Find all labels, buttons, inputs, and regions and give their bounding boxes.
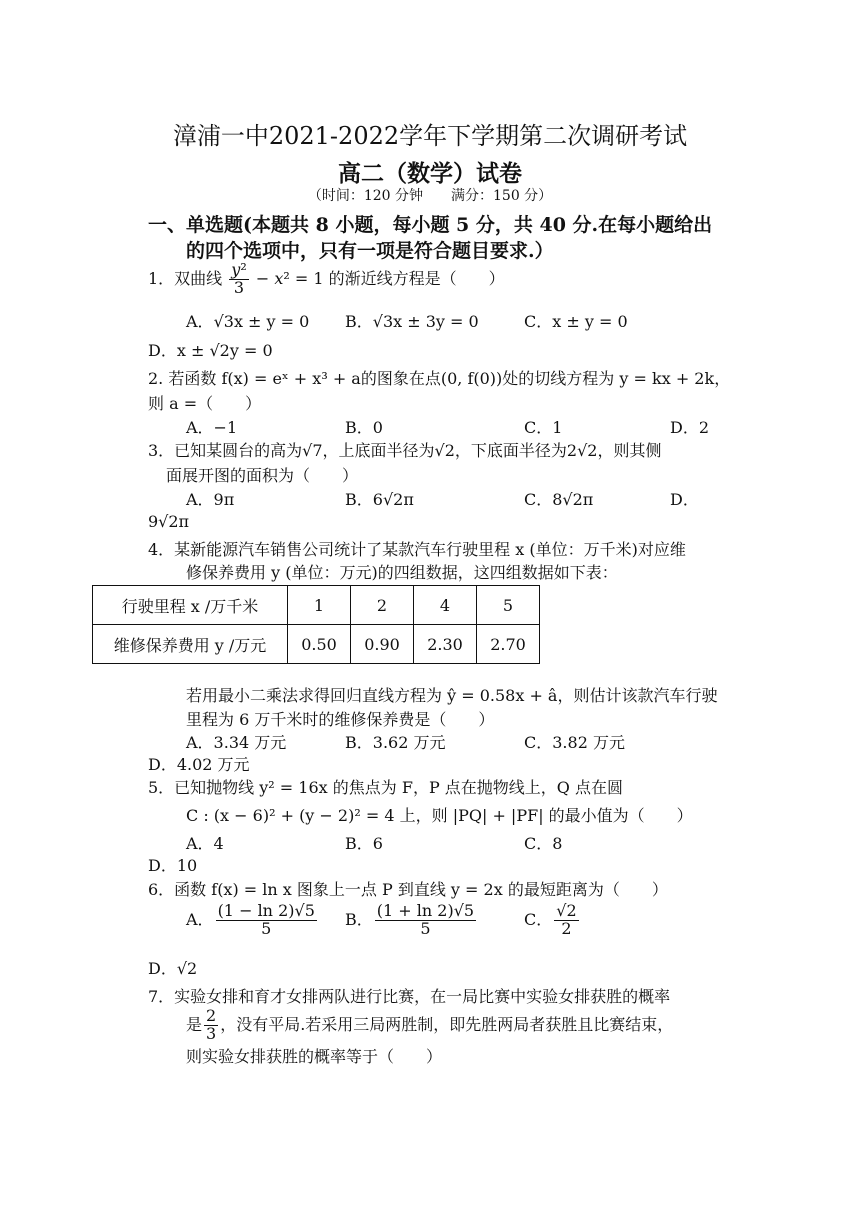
q4-after-line1: 若用最小二乘法求得回归直线方程为 ŷ = 0.58x + â，则估计该款汽车行驶 <box>186 686 718 705</box>
q4-option-a: A．3.34 万元 <box>186 733 287 752</box>
q6-option-a: A． $\frac{(1 - \ln 2)√5}{5}$ <box>186 901 315 938</box>
section-title-line1: 一、单选题(本题共 8 小题，每小题 5 分，共 40 分.在每小题给出 <box>148 214 713 236</box>
question-3-stem-line1: 3．已知某圆台的高为√7，上底面半径为√2，下底面半径为2√2，则其侧 <box>148 441 662 460</box>
table-cell: 2.70 <box>477 625 540 664</box>
table-cell: 4 <box>414 586 477 625</box>
table-row-header: 维修保养费用 y /万元 <box>93 625 288 664</box>
q4-after-line2: 里程为 6 万千米时的维修保养费是（ ） <box>186 710 495 729</box>
school-title: 漳浦一中2021-2022学年下学期第二次调研考试 <box>172 122 688 150</box>
question-6-stem: 6．函数 f(x) = ln x 图象上一点 P 到直线 y = 2x 的最短距离为（ ） <box>148 880 668 899</box>
question-7-stem-line3: 则实验女排获胜的概率等于（ ） <box>186 1047 443 1066</box>
question-3-stem-line2: 面展开图的面积为（ ） <box>166 466 359 485</box>
q1-fraction: $\frac{\text{y²}}{3}$ <box>231 260 247 297</box>
q1-option-c: C．x ± y = 0 <box>524 312 628 331</box>
question-2-stem: 2. 若函数 f(x) = eˣ + x³ + a的图象在点(0, f(0))处的切线方程为 y = kx + 2k， <box>148 369 731 388</box>
q4-option-c: C．3.82 万元 <box>524 733 625 752</box>
q2-option-c: C．1 <box>524 418 563 437</box>
question-1-stem <box>148 262 505 297</box>
table-cell: 0.50 <box>288 625 351 664</box>
data-table <box>92 585 540 664</box>
section-title-line2: 的四个选项中，只有一项是符合题目要求.） <box>186 240 554 262</box>
table-cell: 1 <box>288 586 351 625</box>
table-row <box>93 625 540 664</box>
q3-option-a: A．9π <box>186 490 235 509</box>
q1-option-a: A．√3x ± y = 0 <box>186 312 310 331</box>
table-cell: 2.30 <box>414 625 477 664</box>
q6-option-c: C． $\frac{√2}{2}$ <box>524 901 577 938</box>
q5-option-b: B．6 <box>345 834 383 853</box>
q3-option-d-label: D． <box>670 490 699 509</box>
paper-title: 高二（数学）试卷 <box>338 160 522 187</box>
table-cell: 2 <box>351 586 414 625</box>
question-7-stem-line2: 是 $\frac{2}{3}$ ，没有平局.若采用三局两胜制，即先胜两局者获胜且比赛结束， <box>186 1006 674 1043</box>
q3-option-b: B．6√2π <box>345 490 414 509</box>
q2-option-d: D．2 <box>670 418 710 437</box>
q5-option-a: A．4 <box>186 834 224 853</box>
q2-option-a: A．−1 <box>186 418 238 437</box>
q3-option-c: C．8√2π <box>524 490 594 509</box>
q6-option-d: D．√2 <box>148 959 198 978</box>
question-4-stem-line2: 修保养费用 y (单位：万元)的四组数据，这四组数据如下表： <box>186 563 618 582</box>
q5-option-d: D．10 <box>148 856 198 875</box>
question-4-stem-line1: 4．某新能源汽车销售公司统计了某款汽车行驶里程 x (单位：万千米)对应维 <box>148 540 686 559</box>
q1-lead: 1．双曲线 <box>148 268 223 288</box>
table-row-header: 行驶里程 x /万千米 <box>93 586 288 625</box>
question-5-stem-line2: C : (x − 6)² + (y − 2)² = 4 上，则 |PQ| + |PF| 的最小值为（ ） <box>186 806 693 825</box>
q3-option-d: 9√2π <box>148 512 190 531</box>
table-row <box>93 586 540 625</box>
q1-option-b: B．√3x ± 3y = 0 <box>345 312 479 331</box>
q2-line2: 则 a =（ ） <box>148 394 262 413</box>
q5-option-c: C．8 <box>524 834 563 853</box>
time-info: （时间：120 分钟 满分：150 分） <box>307 188 553 204</box>
table-cell: 0.90 <box>351 625 414 664</box>
q4-option-b: B．3.62 万元 <box>345 733 446 752</box>
table-cell: 5 <box>477 586 540 625</box>
question-5-stem-line1: 5．已知抛物线 y² = 16x 的焦点为 F，P 点在抛物线上，Q 点在圆 <box>148 778 624 797</box>
q4-option-d: D．4.02 万元 <box>148 755 250 774</box>
q6-option-b: B． $\frac{(1 + \ln 2)√5}{5}$ <box>345 901 475 938</box>
question-7-stem-line1: 7．实验女排和育才女排两队进行比赛，在一局比赛中实验女排获胜的概率 <box>148 987 671 1006</box>
q1-expr: − x² = 1 <box>255 268 324 288</box>
q1-option-d: D．x ± √2y = 0 <box>148 341 273 360</box>
q1-tail: 的渐近线方程是（ ） <box>328 268 505 288</box>
q2-option-b: B．0 <box>345 418 383 437</box>
